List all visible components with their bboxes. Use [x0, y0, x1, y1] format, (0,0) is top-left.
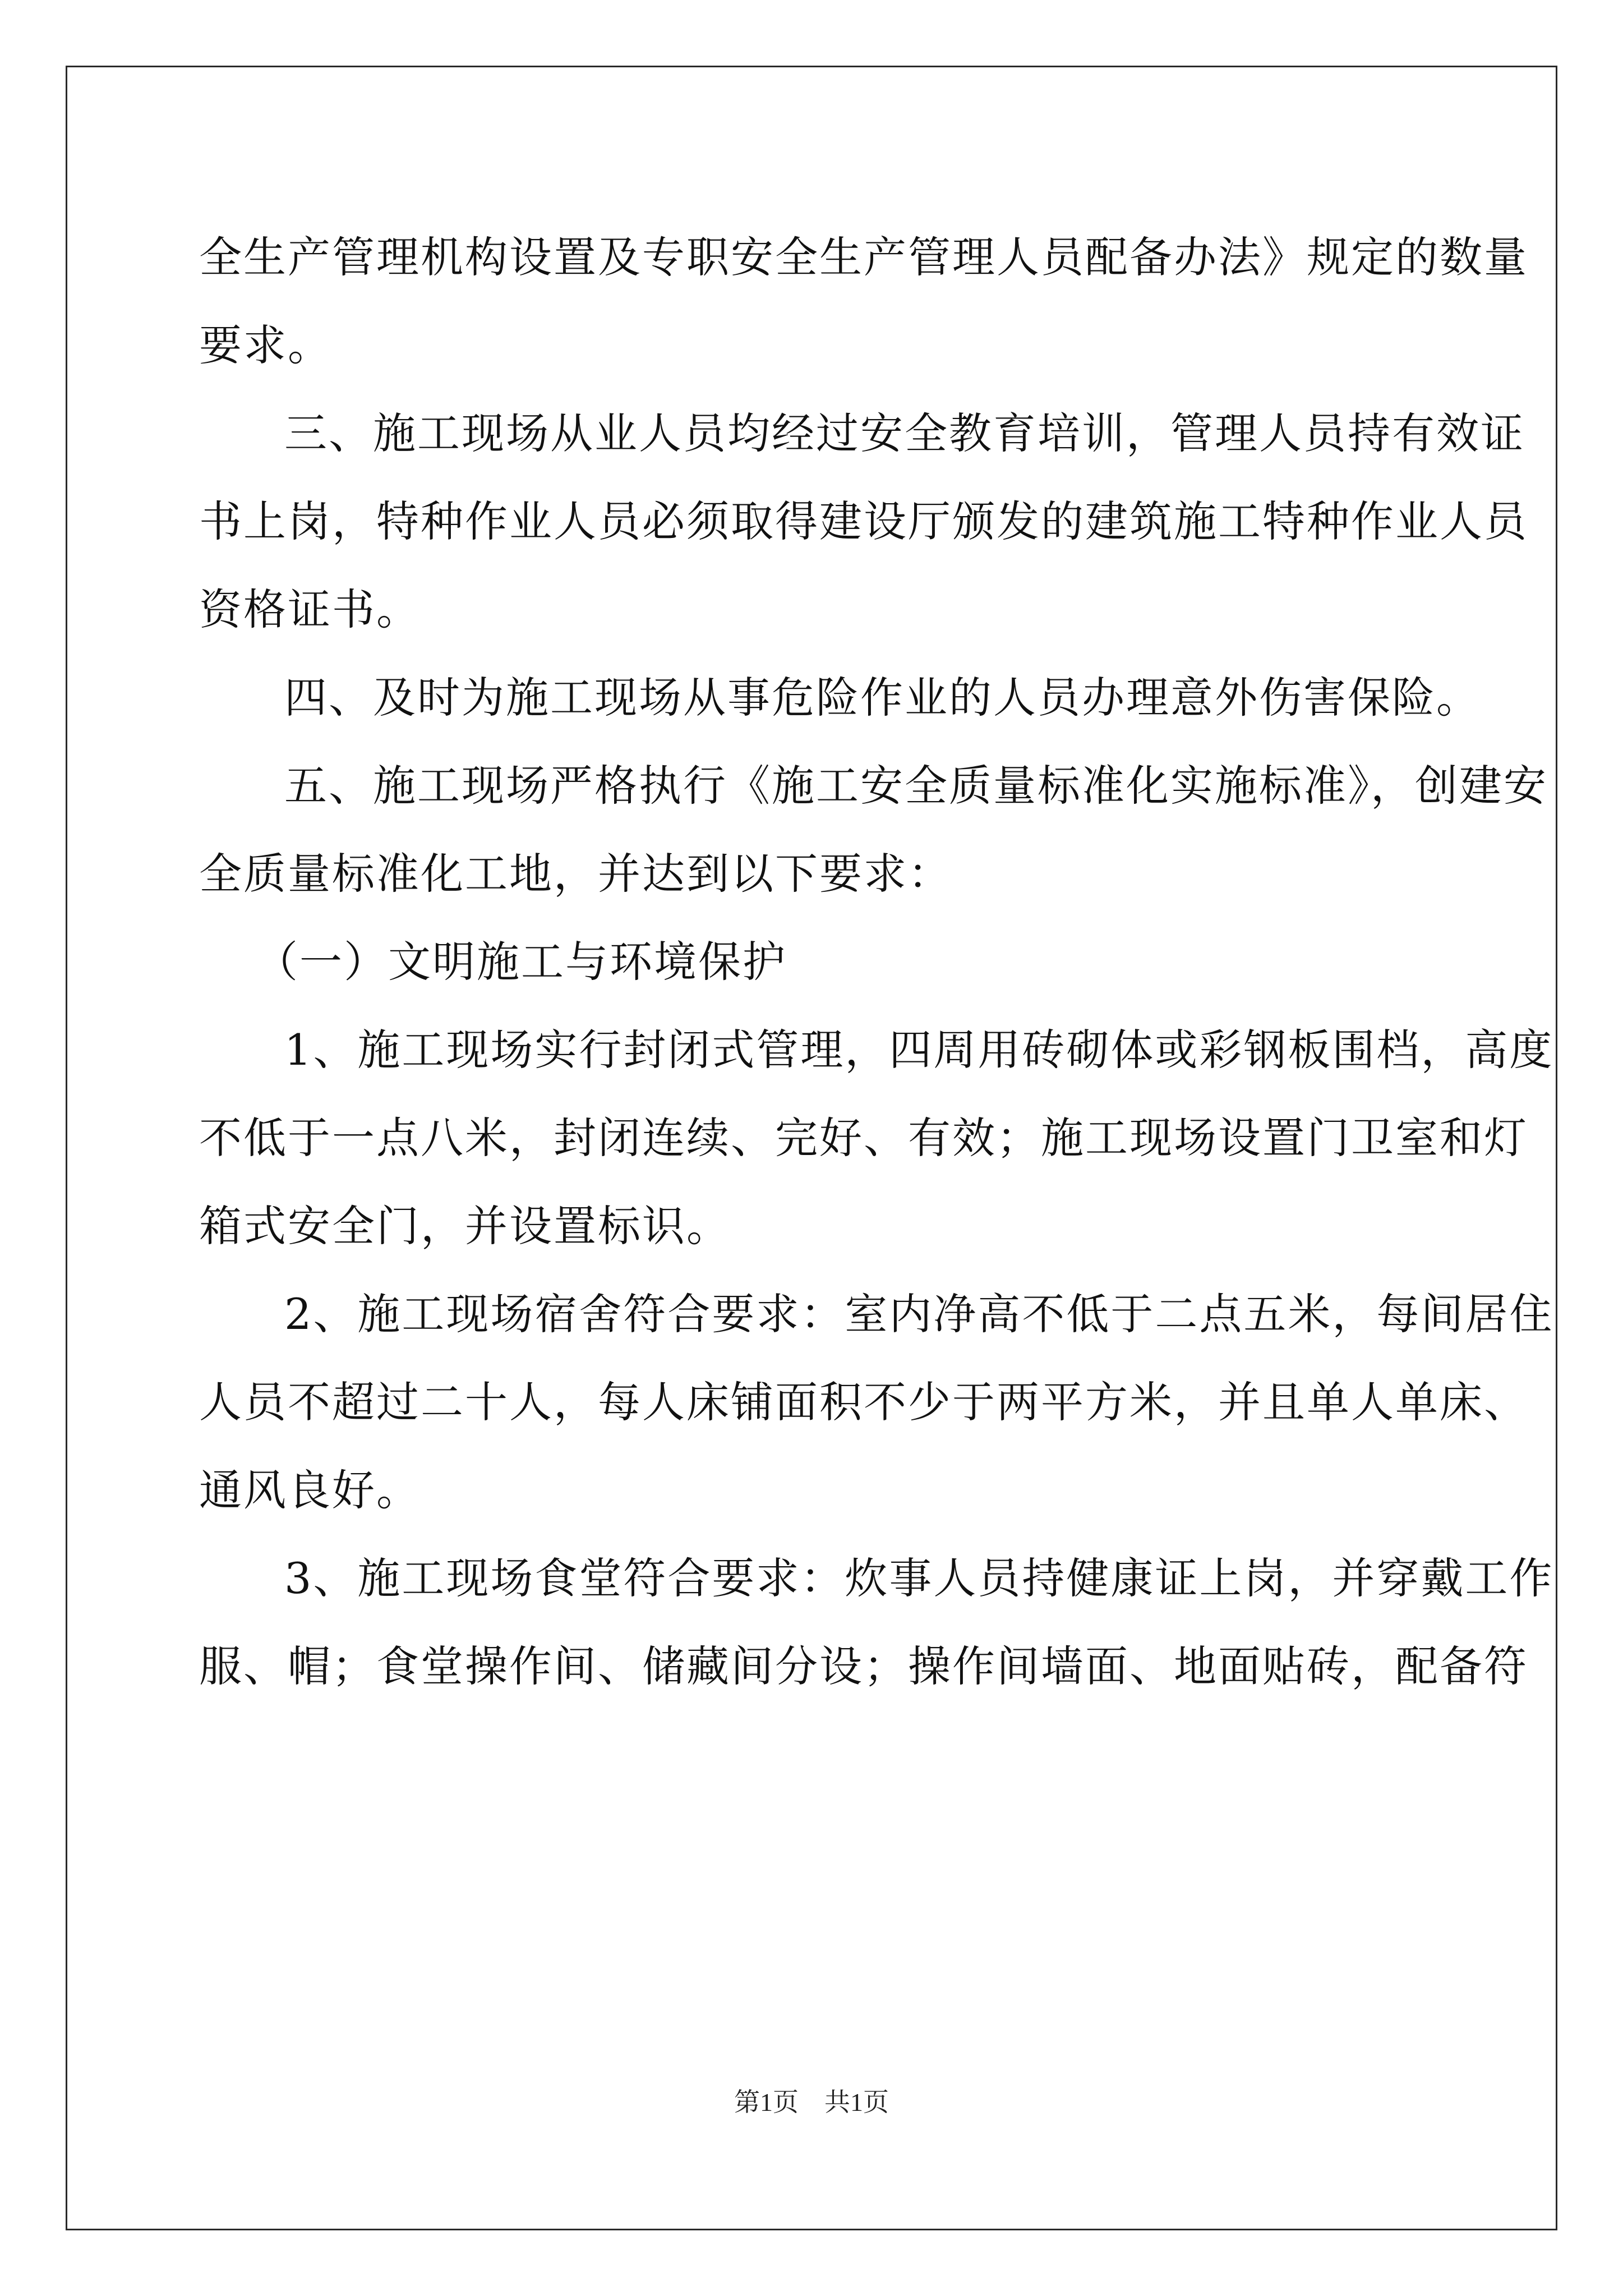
- text-line: 1、施工现场实行封闭式管理，四周用砖砌体或彩钢板围档，高度: [284, 1025, 1554, 1075]
- text-line: 五、施工现场严格执行《施工安全质量标准化实施标准》，创建安: [284, 761, 1548, 811]
- text-line: 要求。: [199, 320, 332, 370]
- text-line: （一）文明施工与环境保护: [255, 937, 787, 987]
- text-line: 箱式安全门，并设置标识。: [199, 1201, 731, 1251]
- text-line: 资格证书。: [199, 585, 421, 634]
- text-line: 四、及时为施工现场从事危险作业的人员办理意外伤害保险。: [284, 673, 1481, 723]
- text-line: 三、施工现场从业人员均经过安全教育培训，管理人员持有效证: [284, 408, 1525, 458]
- text-line: 通风良好。: [199, 1465, 421, 1515]
- page-footer: 第1页 共1页: [734, 2088, 889, 2116]
- document-body: [199, 213, 1554, 1710]
- text-line: 不低于一点八米，封闭连续、完好、有效；施工现场设置门卫室和灯: [199, 1113, 1528, 1163]
- text-line: 全质量标准化工地，并达到以下要求：: [199, 849, 952, 899]
- text-line: 全生产管理机构设置及专职安全生产管理人员配备办法》规定的数量: [199, 232, 1528, 282]
- text-line: 3、施工现场食堂符合要求：炊事人员持健康证上岗，并穿戴工作: [284, 1553, 1554, 1603]
- text-line: 2、施工现场宿舍符合要求：室内净高不低于二点五米，每间居住: [284, 1289, 1554, 1339]
- text-line: 人员不超过二十人，每人床铺面积不少于两平方米，并且单人单床、: [199, 1377, 1528, 1427]
- text-line: 服、帽；食堂操作间、储藏间分设；操作间墙面、地面贴砖，配备符: [199, 1641, 1528, 1691]
- text-line: 书上岗，特种作业人员必须取得建设厅颁发的建筑施工特种作业人员: [199, 496, 1528, 546]
